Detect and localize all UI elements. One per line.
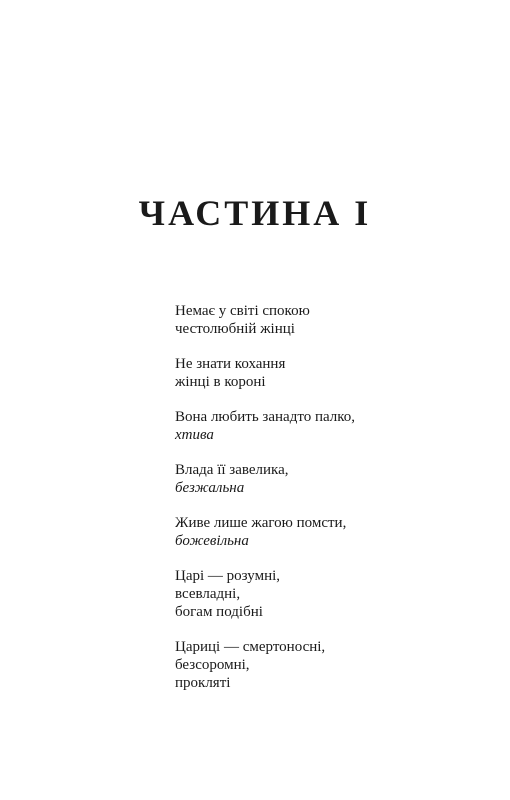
poem-line: честолюбній жінці [175, 321, 295, 337]
poem-line: Царі — розумні, [175, 568, 281, 584]
poem [175, 302, 495, 709]
part-title: ЧАСТИНА I [138, 193, 372, 233]
poem-line: божевільна [175, 533, 249, 549]
poem-stanza [175, 567, 495, 621]
poem-line: всевладні, [175, 586, 241, 602]
poem-stanza [175, 638, 495, 692]
poem-stanza [175, 302, 495, 338]
poem-line: безсоромні, [175, 657, 250, 673]
poem-line: Немає у світі спокою [175, 303, 310, 319]
poem-line: прокляті [175, 675, 231, 691]
poem-line: Влада її завелика, [175, 462, 289, 478]
poem-line: безжальна [175, 480, 245, 496]
poem-line: Не знати кохання [175, 356, 286, 372]
poem-stanza [175, 514, 495, 550]
poem-line: жінці в короні [175, 374, 266, 390]
poem-stanza [175, 461, 495, 497]
poem-line: Живе лише жагою помсти, [175, 515, 347, 531]
poem-line: Цариці — смертоносні, [175, 639, 326, 655]
poem-line: хтива [175, 427, 214, 443]
poem-line: богам подібні [175, 604, 263, 620]
poem-stanza [175, 408, 495, 444]
poem-stanza [175, 355, 495, 391]
poem-line: Вона любить занадто палко, [175, 409, 356, 425]
